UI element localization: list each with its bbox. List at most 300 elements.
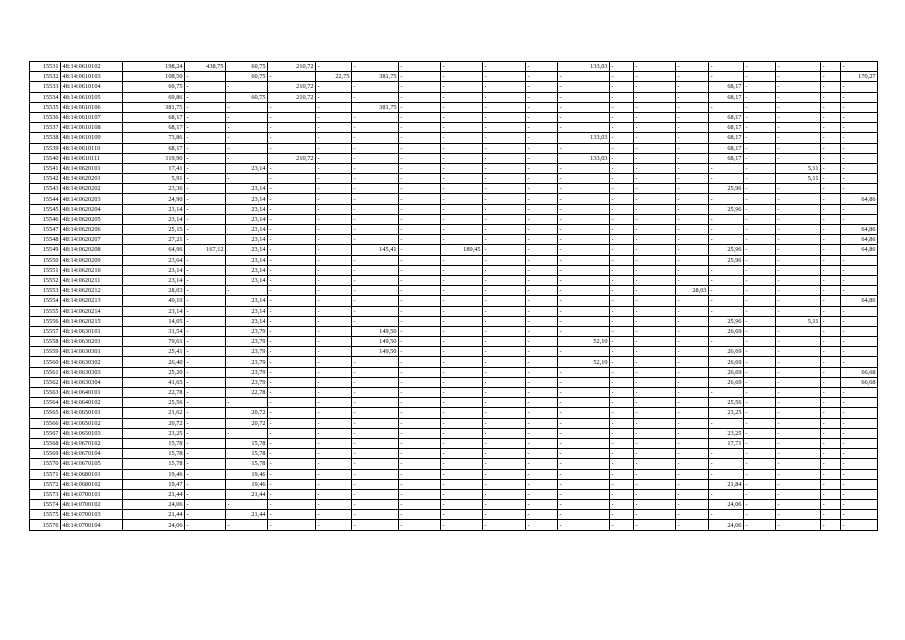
- cadastral-number-cell: 48:14:0670102: [61, 438, 123, 448]
- row-number-cell: 15543: [30, 184, 61, 194]
- value-cell: -: [634, 408, 676, 418]
- value-cell: -: [185, 255, 226, 265]
- value-cell: -: [399, 296, 441, 306]
- value-cell: -: [483, 194, 526, 204]
- value-cell: 210,72: [268, 92, 316, 102]
- value-cell: -: [316, 92, 352, 102]
- value-cell: -: [316, 418, 352, 428]
- value-cell: -: [483, 326, 526, 336]
- value-cell: 60,75: [226, 72, 268, 82]
- value-cell: 23,14: [226, 204, 268, 214]
- value-cell: -: [776, 275, 821, 285]
- value-cell: -: [226, 153, 268, 163]
- value-cell: -: [634, 112, 676, 122]
- value-cell: -: [558, 102, 610, 112]
- value-cell: -: [744, 347, 776, 357]
- value-cell: -: [634, 174, 676, 184]
- value-cell: 64,86: [841, 235, 878, 245]
- value-cell: -: [821, 194, 841, 204]
- value-cell: -: [268, 367, 316, 377]
- value-cell: -: [709, 275, 744, 285]
- row-number-cell: 15555: [30, 306, 61, 316]
- value-cell: -: [776, 459, 821, 469]
- value-cell: -: [483, 388, 526, 398]
- value-cell: -: [676, 62, 709, 72]
- value-cell: -: [558, 265, 610, 275]
- value-cell: 23,14: [123, 204, 185, 214]
- value-cell: -: [441, 377, 483, 387]
- table-row: [30, 92, 878, 102]
- value-cell: -: [526, 408, 558, 418]
- value-cell: -: [352, 296, 399, 306]
- value-cell: -: [526, 204, 558, 214]
- value-cell: -: [268, 143, 316, 153]
- value-cell: -: [610, 265, 634, 275]
- value-cell: -: [558, 347, 610, 357]
- value-cell: 19,46: [226, 479, 268, 489]
- value-cell: -: [841, 316, 878, 326]
- table-row: [30, 377, 878, 387]
- value-cell: -: [744, 163, 776, 173]
- value-cell: -: [268, 418, 316, 428]
- cadastral-number-cell: 48:14:0610102: [61, 62, 123, 72]
- cadastral-number-cell: 48:14:0700103: [61, 510, 123, 520]
- value-cell: -: [709, 306, 744, 316]
- value-cell: -: [610, 92, 634, 102]
- value-cell: -: [776, 418, 821, 428]
- value-cell: 26,69: [709, 347, 744, 357]
- row-number-cell: 15535: [30, 102, 61, 112]
- value-cell: -: [610, 337, 634, 347]
- value-cell: -: [744, 367, 776, 377]
- value-cell: -: [441, 316, 483, 326]
- value-cell: -: [744, 62, 776, 72]
- value-cell: -: [399, 438, 441, 448]
- row-number-cell: 15571: [30, 469, 61, 479]
- value-cell: -: [821, 388, 841, 398]
- value-cell: 133,03: [558, 133, 610, 143]
- value-cell: 68,17: [709, 133, 744, 143]
- value-cell: -: [610, 459, 634, 469]
- value-cell: -: [483, 520, 526, 530]
- value-cell: -: [483, 398, 526, 408]
- value-cell: -: [526, 489, 558, 499]
- value-cell: -: [676, 174, 709, 184]
- value-cell: -: [610, 296, 634, 306]
- value-cell: -: [776, 388, 821, 398]
- value-cell: -: [399, 255, 441, 265]
- value-cell: -: [352, 418, 399, 428]
- value-cell: 23,14: [226, 255, 268, 265]
- value-cell: -: [185, 82, 226, 92]
- value-cell: -: [610, 449, 634, 459]
- table-row: [30, 418, 878, 428]
- cadastral-number-cell: 48:14:0620211: [61, 275, 123, 285]
- value-cell: -: [841, 214, 878, 224]
- cadastral-number-cell: 48:14:0630201: [61, 337, 123, 347]
- value-cell: -: [316, 296, 352, 306]
- value-cell: -: [558, 306, 610, 316]
- cadastral-number-cell: 48:14:0630302: [61, 357, 123, 367]
- value-cell: -: [744, 306, 776, 316]
- value-cell: -: [526, 102, 558, 112]
- value-cell: 108,50: [123, 72, 185, 82]
- value-cell: -: [441, 225, 483, 235]
- value-cell: -: [744, 255, 776, 265]
- cadastral-number-cell: 48:14:0610109: [61, 133, 123, 143]
- value-cell: -: [399, 388, 441, 398]
- value-cell: -: [316, 102, 352, 112]
- value-cell: -: [821, 265, 841, 275]
- value-cell: -: [226, 500, 268, 510]
- value-cell: 41,65: [123, 377, 185, 387]
- value-cell: -: [610, 194, 634, 204]
- value-cell: -: [441, 174, 483, 184]
- value-cell: -: [441, 286, 483, 296]
- value-cell: -: [268, 72, 316, 82]
- value-cell: -: [744, 174, 776, 184]
- value-cell: -: [776, 133, 821, 143]
- table-row: [30, 184, 878, 194]
- value-cell: -: [483, 418, 526, 428]
- row-number-cell: 15549: [30, 245, 61, 255]
- value-cell: -: [526, 449, 558, 459]
- row-number-cell: 15559: [30, 347, 61, 357]
- value-cell: -: [441, 102, 483, 112]
- value-cell: -: [744, 82, 776, 92]
- value-cell: -: [709, 194, 744, 204]
- value-cell: -: [185, 194, 226, 204]
- row-number-cell: 15554: [30, 296, 61, 306]
- value-cell: -: [185, 459, 226, 469]
- value-cell: 24,06: [123, 520, 185, 530]
- value-cell: -: [610, 82, 634, 92]
- value-cell: -: [744, 102, 776, 112]
- value-cell: 20,72: [123, 418, 185, 428]
- value-cell: -: [841, 388, 878, 398]
- value-cell: -: [483, 143, 526, 153]
- row-number-cell: 15542: [30, 174, 61, 184]
- value-cell: 52,10: [558, 337, 610, 347]
- value-cell: 23,14: [226, 245, 268, 255]
- value-cell: -: [634, 275, 676, 285]
- value-cell: -: [226, 428, 268, 438]
- value-cell: -: [268, 520, 316, 530]
- cadastral-number-cell: 48:14:0630301: [61, 347, 123, 357]
- value-cell: -: [744, 510, 776, 520]
- value-cell: -: [709, 449, 744, 459]
- table-row: [30, 102, 878, 112]
- value-cell: -: [483, 296, 526, 306]
- value-cell: -: [610, 123, 634, 133]
- value-cell: -: [744, 225, 776, 235]
- value-cell: -: [676, 428, 709, 438]
- value-cell: -: [526, 92, 558, 102]
- value-cell: -: [676, 214, 709, 224]
- cadastral-number-cell: 48:14:0610104: [61, 82, 123, 92]
- row-number-cell: 15557: [30, 326, 61, 336]
- value-cell: -: [352, 265, 399, 275]
- value-cell: 28,03: [123, 286, 185, 296]
- value-cell: -: [352, 459, 399, 469]
- row-number-cell: 15574: [30, 500, 61, 510]
- value-cell: -: [821, 62, 841, 72]
- value-cell: -: [744, 214, 776, 224]
- value-cell: 69,75: [123, 82, 185, 92]
- value-cell: -: [185, 143, 226, 153]
- row-number-cell: 15564: [30, 398, 61, 408]
- value-cell: 23,79: [226, 347, 268, 357]
- value-cell: -: [776, 143, 821, 153]
- value-cell: -: [676, 459, 709, 469]
- cadastral-number-cell: 48:14:0670105: [61, 459, 123, 469]
- value-cell: -: [744, 449, 776, 459]
- value-cell: -: [483, 204, 526, 214]
- value-cell: 17,71: [709, 438, 744, 448]
- value-cell: 19,47: [123, 479, 185, 489]
- value-cell: -: [634, 337, 676, 347]
- row-number-cell: 15568: [30, 438, 61, 448]
- value-cell: -: [610, 133, 634, 143]
- table-row: [30, 428, 878, 438]
- value-cell: -: [744, 153, 776, 163]
- value-cell: 23,25: [123, 428, 185, 438]
- value-cell: -: [821, 438, 841, 448]
- value-cell: -: [821, 286, 841, 296]
- value-cell: -: [399, 184, 441, 194]
- row-number-cell: 15563: [30, 388, 61, 398]
- value-cell: -: [558, 72, 610, 82]
- value-cell: -: [676, 398, 709, 408]
- value-cell: 167,12: [185, 245, 226, 255]
- value-cell: -: [776, 306, 821, 316]
- value-cell: -: [821, 275, 841, 285]
- value-cell: -: [441, 296, 483, 306]
- value-cell: -: [441, 62, 483, 72]
- value-cell: -: [268, 275, 316, 285]
- value-cell: -: [776, 438, 821, 448]
- value-cell: -: [399, 489, 441, 499]
- value-cell: 68,17: [709, 153, 744, 163]
- value-cell: 381,75: [352, 72, 399, 82]
- value-cell: -: [821, 174, 841, 184]
- value-cell: -: [399, 449, 441, 459]
- value-cell: -: [744, 143, 776, 153]
- value-cell: 27,21: [123, 235, 185, 245]
- value-cell: -: [676, 112, 709, 122]
- value-cell: -: [821, 449, 841, 459]
- value-cell: -: [744, 357, 776, 367]
- value-cell: -: [744, 398, 776, 408]
- value-cell: -: [676, 500, 709, 510]
- value-cell: -: [709, 265, 744, 275]
- value-cell: -: [841, 255, 878, 265]
- value-cell: -: [558, 459, 610, 469]
- value-cell: -: [483, 438, 526, 448]
- value-cell: 23,79: [226, 357, 268, 367]
- table-row: [30, 133, 878, 143]
- value-cell: -: [185, 92, 226, 102]
- value-cell: -: [744, 286, 776, 296]
- value-cell: -: [441, 92, 483, 102]
- row-number-cell: 15534: [30, 92, 61, 102]
- value-cell: -: [709, 418, 744, 428]
- value-cell: -: [776, 377, 821, 387]
- value-cell: -: [558, 438, 610, 448]
- value-cell: -: [268, 174, 316, 184]
- value-cell: -: [821, 479, 841, 489]
- value-cell: -: [558, 235, 610, 245]
- value-cell: -: [268, 112, 316, 122]
- value-cell: 149,50: [352, 347, 399, 357]
- value-cell: -: [316, 265, 352, 275]
- cadastral-number-cell: 48:14:0620213: [61, 296, 123, 306]
- table-row: [30, 225, 878, 235]
- value-cell: -: [399, 357, 441, 367]
- value-cell: -: [268, 408, 316, 418]
- value-cell: -: [483, 102, 526, 112]
- value-cell: -: [185, 225, 226, 235]
- value-cell: -: [526, 337, 558, 347]
- value-cell: -: [634, 449, 676, 459]
- value-cell: -: [676, 479, 709, 489]
- value-cell: 25,96: [709, 316, 744, 326]
- value-cell: -: [841, 204, 878, 214]
- value-cell: -: [776, 337, 821, 347]
- value-cell: -: [709, 235, 744, 245]
- value-cell: -: [558, 520, 610, 530]
- value-cell: -: [676, 204, 709, 214]
- value-cell: -: [776, 123, 821, 133]
- value-cell: -: [776, 265, 821, 275]
- value-cell: 21,84: [709, 479, 744, 489]
- value-cell: 23,14: [226, 265, 268, 275]
- value-cell: -: [185, 184, 226, 194]
- value-cell: -: [185, 469, 226, 479]
- value-cell: -: [483, 479, 526, 489]
- value-cell: -: [441, 143, 483, 153]
- value-cell: -: [316, 82, 352, 92]
- value-cell: -: [776, 72, 821, 82]
- value-cell: -: [744, 123, 776, 133]
- value-cell: -: [776, 428, 821, 438]
- value-cell: -: [352, 123, 399, 133]
- value-cell: -: [441, 388, 483, 398]
- value-cell: -: [352, 194, 399, 204]
- value-cell: 26,40: [123, 357, 185, 367]
- cadastral-number-cell: 48:14:0610107: [61, 112, 123, 122]
- value-cell: -: [185, 428, 226, 438]
- value-cell: -: [316, 438, 352, 448]
- value-cell: -: [776, 367, 821, 377]
- value-cell: -: [676, 438, 709, 448]
- value-cell: -: [352, 153, 399, 163]
- row-number-cell: 15533: [30, 82, 61, 92]
- value-cell: -: [558, 112, 610, 122]
- value-cell: -: [399, 92, 441, 102]
- value-cell: -: [441, 265, 483, 275]
- value-cell: -: [634, 255, 676, 265]
- cadastral-number-cell: 48:14:0700104: [61, 520, 123, 530]
- value-cell: -: [776, 489, 821, 499]
- value-cell: -: [558, 418, 610, 428]
- value-cell: -: [526, 143, 558, 153]
- value-cell: -: [558, 174, 610, 184]
- value-cell: 68,17: [123, 123, 185, 133]
- value-cell: -: [709, 459, 744, 469]
- value-cell: -: [558, 275, 610, 285]
- value-cell: -: [821, 377, 841, 387]
- value-cell: -: [352, 112, 399, 122]
- value-cell: -: [268, 337, 316, 347]
- value-cell: -: [483, 245, 526, 255]
- value-cell: -: [821, 306, 841, 316]
- value-cell: -: [821, 184, 841, 194]
- value-cell: -: [634, 225, 676, 235]
- value-cell: -: [352, 377, 399, 387]
- table-row: [30, 143, 878, 153]
- value-cell: -: [676, 153, 709, 163]
- value-cell: -: [821, 520, 841, 530]
- row-number-cell: 15541: [30, 163, 61, 173]
- value-cell: -: [483, 337, 526, 347]
- value-cell: -: [776, 62, 821, 72]
- value-cell: -: [526, 520, 558, 530]
- value-cell: -: [676, 337, 709, 347]
- value-cell: -: [268, 489, 316, 499]
- table-row: [30, 194, 878, 204]
- value-cell: 79,61: [123, 337, 185, 347]
- value-cell: -: [316, 163, 352, 173]
- value-cell: -: [676, 367, 709, 377]
- value-cell: -: [483, 306, 526, 316]
- value-cell: 23,14: [123, 214, 185, 224]
- value-cell: -: [709, 214, 744, 224]
- value-cell: -: [185, 163, 226, 173]
- cadastral-number-cell: 48:14:0680101: [61, 469, 123, 479]
- value-cell: -: [399, 214, 441, 224]
- value-cell: -: [352, 143, 399, 153]
- cadastral-number-cell: 48:14:0700101: [61, 489, 123, 499]
- value-cell: -: [316, 357, 352, 367]
- value-cell: -: [634, 204, 676, 214]
- value-cell: 381,75: [352, 102, 399, 112]
- cadastral-number-cell: 48:14:0620205: [61, 214, 123, 224]
- value-cell: -: [676, 245, 709, 255]
- value-cell: -: [185, 408, 226, 418]
- value-cell: -: [610, 500, 634, 510]
- value-cell: 73,86: [123, 133, 185, 143]
- cadastral-number-cell: 48:14:0650101: [61, 408, 123, 418]
- cadastral-number-cell: 48:14:0620207: [61, 235, 123, 245]
- value-cell: -: [399, 428, 441, 438]
- value-cell: 133,03: [558, 62, 610, 72]
- cadastral-number-cell: 48:14:0650102: [61, 418, 123, 428]
- row-number-cell: 15548: [30, 235, 61, 245]
- value-cell: -: [676, 489, 709, 499]
- value-cell: -: [352, 275, 399, 285]
- value-cell: -: [526, 357, 558, 367]
- table-row: [30, 174, 878, 184]
- row-number-cell: 15539: [30, 143, 61, 153]
- value-cell: -: [399, 500, 441, 510]
- table-row: [30, 82, 878, 92]
- value-cell: -: [776, 520, 821, 530]
- value-cell: -: [776, 449, 821, 459]
- value-cell: -: [610, 153, 634, 163]
- row-number-cell: 15575: [30, 510, 61, 520]
- value-cell: -: [268, 123, 316, 133]
